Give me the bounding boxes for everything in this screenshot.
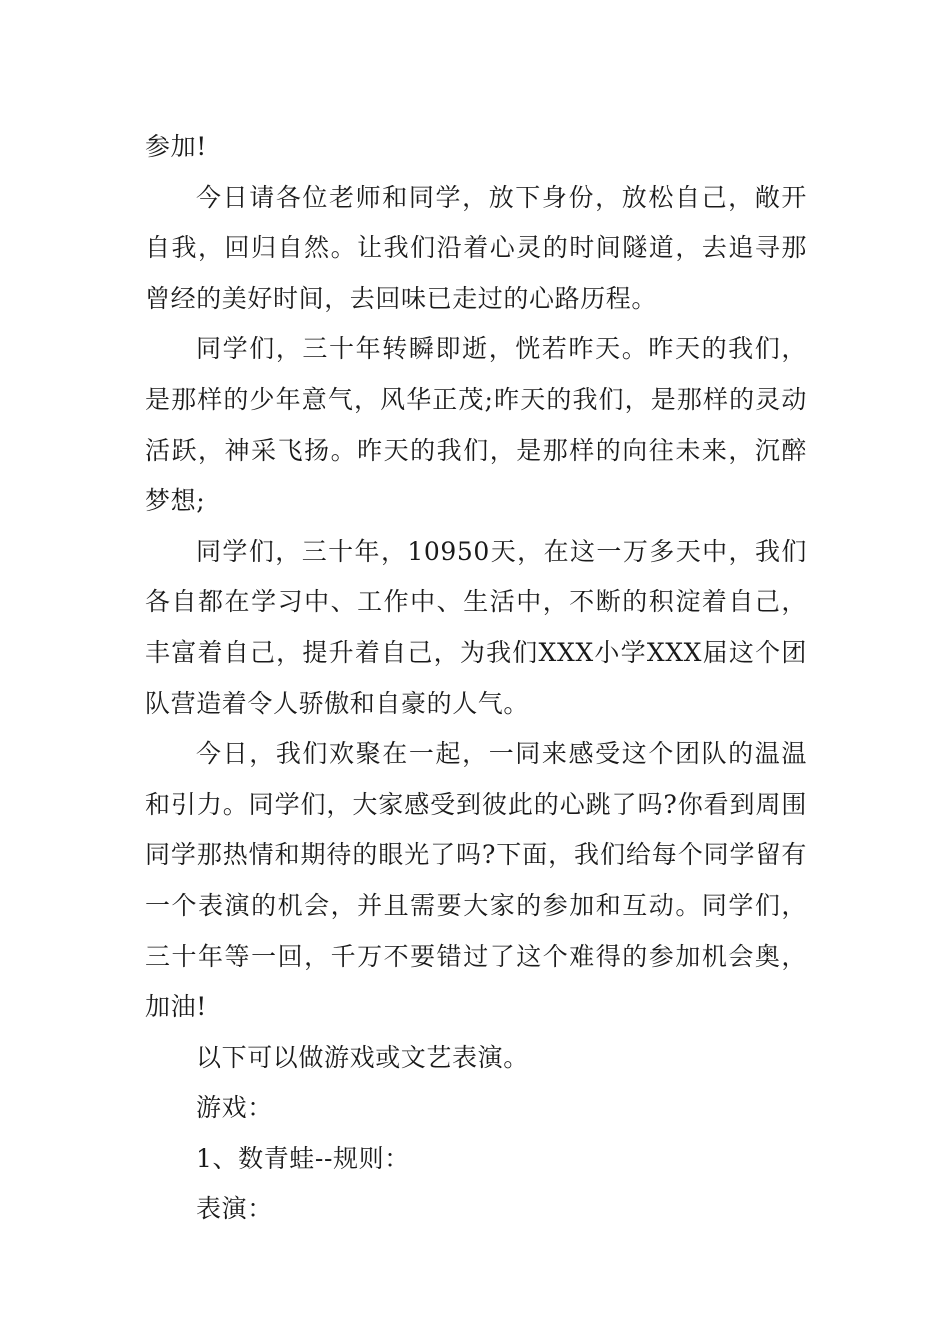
paragraph-thirty-years: 同学们，三十年，10950天，在这一万多天中，我们各自都在学习中、工作中、生活中，不断的积淀着自己，丰富着自己，提升着自己，为我们XXX小学XXX届这个团队营造着令人骄傲和自豪的人气。 (145, 536, 807, 718)
paragraph-yesterday: 同学们，三十年转瞬即逝，恍若昨天。昨天的我们，是那样的少年意气，风华正茂;昨天的我们，是那样的灵动活跃，神采飞扬。昨天的我们，是那样的向往未来，沉醉梦想; (145, 334, 807, 516)
paragraph-activities-intro: 以下可以做游戏或文艺表演。 (196, 1042, 529, 1072)
paragraph-game-rule: 1、数青蛙--规则： (196, 1143, 410, 1173)
paragraph-performance-heading: 表演： (196, 1194, 273, 1224)
paragraph-invitation: 今日请各位老师和同学，放下身份，放松自己，敞开自我，回归自然。让我们沿着心灵的时间隧道，去追寻那曾经的美好时间，去回味已走过的心路历程。 (145, 182, 807, 313)
paragraph-gathering: 今日，我们欢聚在一起，一同来感受这个团队的温温和引力。同学们，大家感受到彼此的心跳了吗?你看到周围同学那热情和期待的眼光了吗?下面，我们给每个同学留有一个表演的机会，并且需要大家的参加和互动。同学们，三十年等一回，千万不要错过了这个难得的参加机会奥，加油! (145, 739, 807, 1022)
paragraph-games-heading: 游戏： (196, 1093, 273, 1123)
document-body (145, 122, 807, 1235)
paragraph-continuation: 参加! (145, 132, 207, 161)
